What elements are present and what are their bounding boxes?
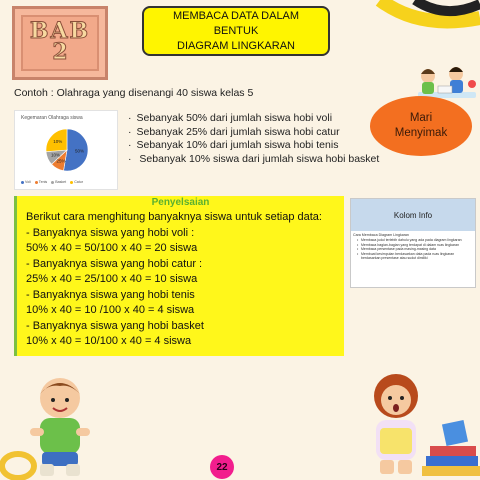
info-item: • Membaca bagian-bagian yang terdapat di dalam ruas lingkaran <box>357 243 471 248</box>
title-line-2: DIAGRAM LINGKARAN <box>177 39 295 52</box>
chapter-badge <box>12 6 108 80</box>
page-title <box>142 6 330 56</box>
pie-chart <box>15 111 119 191</box>
solution-line: - Banyaknya siswa yang hobi catur : <box>26 257 203 270</box>
legend-item <box>70 180 83 184</box>
pie-slice-label: 10% <box>50 152 60 158</box>
legend-label: Voli <box>25 180 31 184</box>
info-heading: Kolom Info <box>351 199 475 231</box>
pie-slice-label: 50% <box>75 148 85 154</box>
girl-character-illustration <box>358 370 480 480</box>
legend-label: Catur <box>74 180 83 184</box>
solution-text <box>26 210 344 350</box>
solution-line: 50% x 40 = 50/100 x 40 = 20 siswa <box>26 242 198 254</box>
legend-item <box>35 180 47 184</box>
info-item: • Membaca persentase pada masing-masing data <box>357 247 471 252</box>
info-card <box>350 198 476 288</box>
info-item: • Membuat kesimpulan berdasarkan data pada ruas lingkaran berdasarkan presentase atau sudut dimiliki <box>357 252 471 261</box>
example-text: Contoh : Olahraga yang disenangi 40 siswa kelas 5 <box>14 87 254 99</box>
pie-chart-card <box>14 110 118 190</box>
stat-item: · Sebanyak 25% dari jumlah siswa hobi catur <box>128 126 379 140</box>
solution-line: 10% x 40 = 10/100 x 40 = 4 siswa <box>26 335 192 347</box>
title-line-1: MEMBACA DATA DALAM BENTUK <box>172 9 300 37</box>
pie-slice-label: 25% <box>56 158 66 164</box>
chart-legend <box>21 180 117 184</box>
legend-label: Tenis <box>38 180 48 184</box>
stat-item: · Sebanyak 10% siswa dari jumlah siswa hobi basket <box>128 153 379 167</box>
solution-line: - Banyaknya siswa yang hobi basket <box>26 319 204 332</box>
info-list <box>351 238 475 261</box>
page-number-badge: 22 <box>210 455 234 479</box>
legend-swatch <box>51 181 54 184</box>
stat-item: · Sebanyak 10% dari jumlah siswa hobi tenis <box>128 139 379 153</box>
stat-item: · Sebanyak 50% dari jumlah siswa hobi voli <box>128 112 379 126</box>
legend-swatch <box>21 181 24 184</box>
solution-line: 25% x 40 = 25/100 x 40 = 10 siswa <box>26 273 198 285</box>
legend-item <box>51 180 66 184</box>
chapter-number: 2 <box>52 39 68 65</box>
stats-list <box>128 112 379 166</box>
pie-slice-label: 10% <box>53 138 63 144</box>
boy-character-illustration <box>0 372 112 480</box>
info-item: • Membaca judul terlebih dahulu yang ada pada diagram lingkaran <box>357 238 471 243</box>
decorative-arc <box>360 0 480 60</box>
legend-swatch <box>70 181 73 184</box>
solution-line: - Banyaknya siswa yang hobi voli : <box>26 226 195 239</box>
solution-line: - Banyaknya siswa yang hobi tenis <box>26 288 195 301</box>
mari-line-1: Mari <box>409 112 433 124</box>
solution-line: Berikut cara menghitung banyaknya siswa untuk setiap data: <box>26 211 322 223</box>
mari-line-2: Menyimak <box>394 127 448 139</box>
solution-line: 10% x 40 = 10 /100 x 40 = 4 siswa <box>26 304 195 316</box>
chapter-word: BAB <box>29 18 91 44</box>
mari-menyimak-badge <box>370 96 472 156</box>
chart-title: Kegemaran Olahraga siswa <box>21 115 83 121</box>
solution-heading: Penyelsaian <box>151 197 210 208</box>
legend-item <box>21 180 31 184</box>
solution-panel <box>14 196 344 356</box>
legend-label: Basket <box>55 180 67 184</box>
legend-swatch <box>35 181 38 184</box>
info-subheading: Cara Membaca Diagram Lingkaran <box>353 233 409 237</box>
